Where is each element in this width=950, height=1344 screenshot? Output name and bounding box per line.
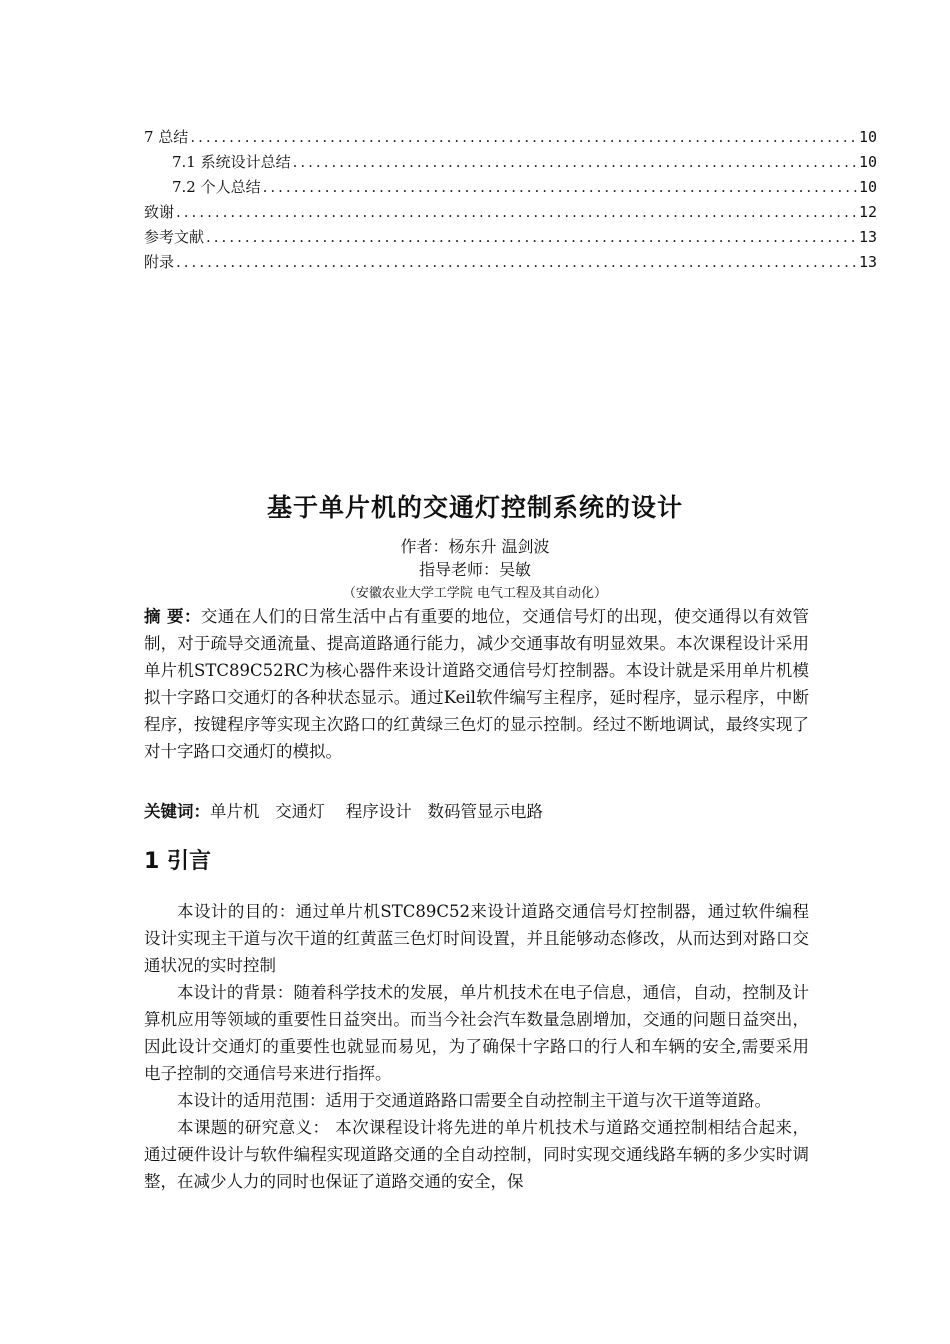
section-heading: 1 引言 — [144, 849, 211, 874]
paragraph: 本设计的背景：随着科学技术的发展，单片机技术在电子信息，通信，自动，控制及计算机应用等领域的重要性日益突出。而当今社会汽车数量急剧增加，交通的问题日益突出，因此设计交通灯的重要性也就显而易见，为了确保十字路口的行人和车辆的安全,需要采用电子控制的交通信号来进行指挥。 — [144, 983, 809, 1083]
keywords-text: 单片机 交通灯 程序设计 数码管显示电路 — [210, 802, 543, 821]
table-of-contents — [144, 126, 877, 276]
toc-label: 7 总结 — [144, 128, 189, 146]
affiliation: （安徽农业大学工学院 电气工程及其自动化） — [342, 586, 608, 601]
keywords — [144, 798, 809, 822]
toc-leader — [176, 203, 857, 221]
paragraph: 本课题的研究意义： 本次课程设计将先进的单片机技术与道路交通控制相结合起来，通过硬件设计与软件编程实现道路交通的全自动控制，同时实现交通线路车辆的多少实时调整，在减少人力的同时也保证了道路交通的安全，保 — [144, 1118, 809, 1191]
toc-page-number: 10 — [858, 178, 877, 196]
toc-label: 7.2 个人总结 — [172, 178, 261, 196]
toc-page-number: 12 — [858, 203, 877, 221]
toc-page-number: 10 — [858, 153, 877, 171]
toc-leader — [176, 253, 857, 271]
toc-page-number: 13 — [858, 253, 877, 271]
toc-label: 7.1 系统设计总结 — [172, 153, 291, 171]
paragraph: 本设计的适用范围：适用于交通道路路口需要全自动控制主干道与次干道等道路。 — [177, 1091, 771, 1110]
toc-label: 附录 — [144, 253, 175, 271]
toc-entry[interactable] — [144, 151, 877, 176]
toc-label: 参考文献 — [144, 228, 205, 246]
abstract-text: 交通在人们的日常生活中占有重要的地位，交通信号灯的出现，使交通得以有效管制，对于疏导交通流量、提高道路通行能力，减少交通事故有明显效果。本次课程设计采用单片机STC89C52RC为核心器件来设计道路交通信号灯控制器。本设计就是采用单片机模拟十字路口交通灯的各种状态显示。通过Keil软件编写主程序，延时程序，显示程序，中断程序，按键程序等实现主次路口的红黄绿三色灯的显示控制。经过不断地调试，最终实现了对十字路口交通灯的模拟。 — [144, 607, 810, 761]
toc-page-number: 10 — [858, 128, 877, 146]
body-text — [144, 898, 809, 1195]
abstract-label: 摘 要： — [144, 607, 201, 626]
toc-entry[interactable] — [144, 226, 877, 251]
paper-title: 基于单片机的交通灯控制系统的设计 — [266, 493, 683, 522]
author-line: 作者：杨东升 温剑波 — [400, 537, 550, 556]
paragraph: 本设计的目的：通过单片机STC89C52来设计道路交通信号灯控制器，通过软件编程设计实现主干道与次干道的红黄蓝三色灯时间设置，并且能够动态修改，从而达到对路口交通状况的实时控制 — [144, 902, 809, 975]
toc-leader — [206, 228, 857, 246]
abstract — [144, 603, 809, 765]
toc-entry[interactable] — [144, 201, 877, 226]
toc-leader — [263, 178, 857, 196]
toc-entry[interactable] — [144, 126, 877, 151]
toc-label: 致谢 — [144, 203, 175, 221]
toc-leader — [293, 153, 857, 171]
advisor-line: 指导老师：吴敏 — [418, 560, 531, 579]
toc-page-number: 13 — [858, 228, 877, 246]
toc-entry[interactable] — [144, 176, 877, 201]
keywords-label: 关键词： — [144, 802, 210, 821]
toc-entry[interactable] — [144, 251, 877, 276]
toc-leader — [190, 128, 857, 146]
